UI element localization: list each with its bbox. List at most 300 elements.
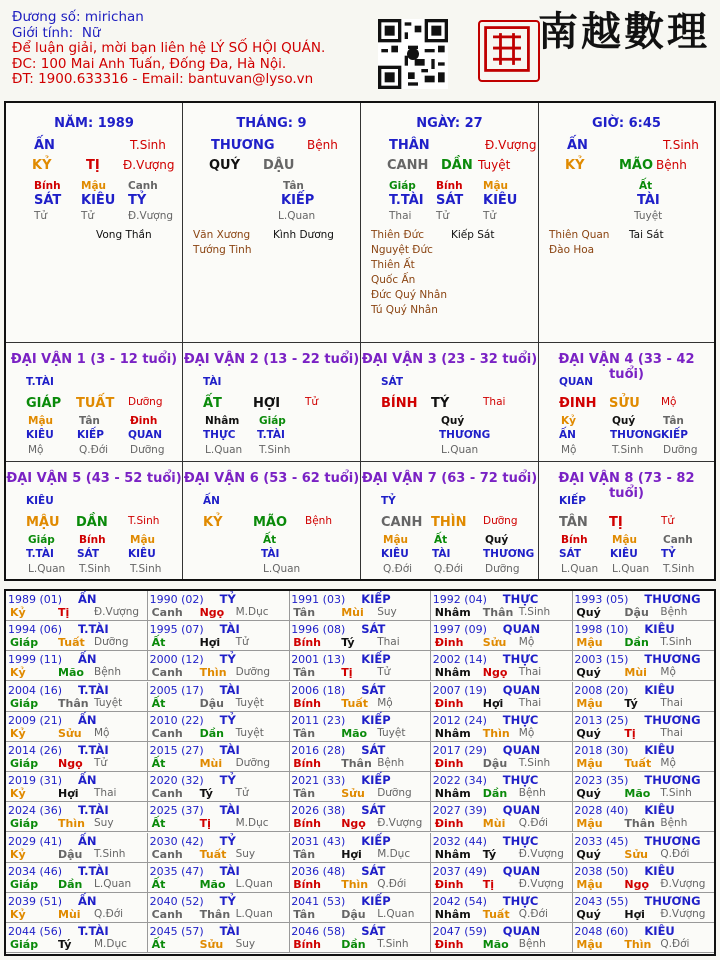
year-life-stage: Q.Đới (660, 847, 690, 860)
year-stem: Nhâm (434, 787, 471, 801)
year-ten-god: THỰC (502, 894, 539, 908)
year-branch: Tý (482, 847, 497, 861)
year-branch: Mùi (482, 817, 506, 831)
year-branch: Hợi (482, 696, 504, 710)
year-cell (431, 863, 573, 893)
year-ten-god: ẤN (78, 712, 97, 727)
dai-van-title: ĐẠI VẬN 8 (73 - 82 tuổi) (558, 471, 695, 501)
hidden-stem: Tân (663, 415, 684, 427)
year-label: 2032 (44) (432, 834, 487, 848)
year-stem: Kỷ (10, 847, 26, 861)
year-label: 2017 (29) (432, 744, 487, 757)
hidden-ten-god: TỶ (661, 548, 676, 560)
year-life-stage: M.Dục (235, 606, 269, 618)
dai-van-title: ĐẠI VẬN 6 (53 - 62 tuổi) (183, 471, 360, 486)
year-cell (148, 651, 290, 681)
star-name: Kiếp Sát (451, 229, 495, 241)
year-life-stage: Tử (235, 787, 249, 800)
year-label: 2037 (49) (432, 864, 487, 878)
year-life-stage: Bệnh (660, 817, 688, 830)
year-stem: Canh (151, 847, 183, 861)
pillar-hour (539, 103, 714, 343)
year-life-stage: Mộ (660, 757, 676, 769)
year-stem: Bính (293, 757, 322, 770)
year-branch: Dậu (624, 606, 649, 619)
year-cell (289, 682, 431, 712)
year-life-stage: Tuyệt (235, 726, 264, 739)
year-life-stage: T.Sinh (518, 606, 551, 618)
year-cell (289, 742, 431, 772)
hidden-stem: Bính (436, 180, 463, 192)
year-label: 1999 (11) (8, 653, 63, 667)
star-name: Thiên Đức (371, 229, 425, 241)
life-stage: Dưỡng (128, 396, 163, 408)
pillar-month (183, 103, 361, 343)
year-stem: Nhâm (434, 847, 471, 861)
year-branch: Thân (341, 757, 372, 770)
year-ten-god: THỰC (502, 712, 539, 727)
year-branch: Ngọ (58, 757, 83, 770)
star-name: Tai Sát (629, 229, 664, 241)
hidden-life-stage: Dưỡng (663, 444, 698, 456)
year-ten-god: ẤN (78, 773, 97, 788)
year-cell (431, 621, 573, 651)
year-life-stage: Tuyệt (235, 696, 264, 709)
year-life-stage: Đ.Vượng (660, 908, 706, 920)
hidden-stem: Tân (283, 180, 304, 192)
hidden-stem: Bính (561, 534, 588, 546)
year-ten-god: T.TÀI (78, 803, 109, 818)
year-stem: Đinh (434, 938, 464, 952)
year-cell (431, 742, 573, 772)
phone-email-line: ĐT: 1900.633316 - Email: bantuvan@lyso.vn (12, 71, 314, 87)
earthly-branch: MÃO (253, 515, 288, 530)
year-ten-god: T.TÀI (78, 682, 109, 697)
hidden-life-stage: Tử (81, 210, 95, 222)
year-stem: Giáp (10, 757, 39, 770)
year-branch: Tuất (341, 696, 368, 710)
year-label: 2008 (20) (574, 683, 629, 697)
hidden-stem: Đinh (130, 415, 158, 427)
year-ten-god: TỶ (219, 894, 236, 908)
year-cell (289, 621, 431, 651)
year-label: 2031 (43) (291, 834, 346, 848)
year-stem: Giáp (10, 877, 39, 891)
year-stem: Bính (293, 877, 322, 891)
hidden-stem: Mậu (612, 534, 638, 546)
dai-van-title: ĐẠI VẬN 5 (43 - 52 tuổi) (6, 471, 182, 486)
year-cell (289, 651, 431, 681)
year-life-stage: T.Sinh (518, 757, 551, 769)
year-cell (431, 682, 573, 712)
year-cell (148, 742, 290, 772)
year-ten-god: TÀI (219, 803, 240, 818)
ten-god-stem: KIÊU (26, 495, 54, 507)
year-label: 2018 (30) (574, 744, 629, 757)
hidden-ten-god: TÀI (261, 548, 280, 560)
year-stem: Đinh (434, 696, 464, 710)
star-name: Văn Xương (193, 229, 251, 241)
year-label: 2006 (18) (291, 683, 346, 697)
hidden-ten-god: THƯƠNG (610, 429, 662, 441)
year-stem: Canh (151, 787, 183, 801)
year-ten-god: KIẾP (361, 592, 391, 606)
hidden-ten-god: KIÊU (483, 193, 518, 208)
year-life-stage: M.Dục (235, 817, 269, 830)
hidden-life-stage: Q.Đới (434, 563, 464, 575)
hidden-life-stage: Mộ (28, 444, 44, 456)
year-life-stage: Mộ (94, 726, 110, 739)
life-stage: Thai (483, 396, 506, 408)
year-ten-god: KIÊU (644, 622, 675, 637)
year-stem: Bính (293, 817, 322, 831)
year-life-stage: Thai (377, 636, 400, 649)
year-label: 2021 (33) (291, 774, 346, 788)
dai-van-title: ĐẠI VẬN 1 (3 - 12 tuổi) (10, 352, 178, 367)
year-branch: Mão (624, 787, 651, 801)
hidden-life-stage: L.Quan (263, 563, 301, 575)
year-stem: Canh (151, 908, 183, 921)
year-cell (148, 833, 290, 863)
year-cell (431, 651, 573, 681)
year-stem: Mậu (576, 696, 603, 710)
year-branch: Hợi (199, 636, 221, 650)
life-stage: Tử (305, 396, 319, 408)
year-branch: Tuất (482, 908, 510, 921)
earthly-branch: TỊ (86, 158, 100, 173)
life-stage: T.Sinh (130, 138, 166, 152)
year-life-stage: Mộ (377, 696, 393, 709)
year-label: 1990 (02) (149, 593, 204, 606)
profile-header (12, 10, 325, 88)
year-ten-god: TỶ (219, 592, 236, 606)
year-stem: Nhâm (434, 606, 471, 619)
year-life-stage: Dưỡng (377, 787, 412, 800)
heavenly-stem: TÂN (559, 515, 588, 530)
year-cell (289, 923, 431, 953)
year-life-stage: Suy (377, 606, 397, 618)
life-stage: T.Sinh (663, 138, 699, 152)
life-stage: Dưỡng (483, 515, 518, 527)
year-ten-god: THƯƠNG (644, 833, 701, 848)
year-cell (6, 833, 148, 863)
hidden-stem: Ất (639, 180, 653, 192)
subject-name-line: Đương số: mirichan (12, 9, 144, 25)
year-label: 2039 (51) (8, 895, 63, 908)
year-branch: Sửu (341, 787, 365, 801)
year-label: 1993 (05) (574, 593, 629, 606)
year-ten-god: ẤN (78, 833, 97, 848)
year-cell (572, 923, 714, 953)
year-branch: Mão (482, 938, 509, 952)
hidden-life-stage: Dưỡng (130, 444, 165, 456)
dai-van-1 (6, 343, 183, 462)
year-label: 2047 (59) (432, 925, 487, 939)
year-life-stage: Dưỡng (94, 636, 129, 649)
star-name: Tú Quý Nhân (371, 304, 438, 316)
year-branch: Dần (482, 787, 508, 801)
year-label: 2044 (56) (8, 925, 63, 939)
qr-code-icon[interactable] (378, 19, 448, 89)
year-ten-god: SÁT (361, 863, 386, 878)
year-stem: Ất (151, 636, 166, 650)
year-label: 1992 (04) (432, 593, 487, 606)
year-label: 2000 (12) (149, 653, 204, 667)
year-life-stage: Suy (235, 847, 256, 860)
ten-god-stem: THƯƠNG (211, 138, 275, 153)
year-branch: Hợi (341, 847, 362, 861)
year-label: 2010 (22) (149, 713, 204, 727)
ten-god-stem: KIẾP (559, 495, 586, 507)
hidden-life-stage: Tuyệt (634, 210, 663, 222)
year-label: 2024 (36) (8, 804, 63, 818)
year-ten-god: TÀI (219, 682, 240, 697)
contact-line: Để luận giải, mời bạn liên hệ LÝ SỐ HỘI QUÁN. (12, 40, 326, 56)
heavenly-stem: CANH (381, 515, 423, 530)
year-label: 1996 (08) (291, 623, 346, 637)
year-ten-god: T.TÀI (78, 743, 109, 757)
earthly-branch: MÃO (619, 158, 654, 173)
year-label: 2043 (55) (574, 895, 629, 908)
hidden-stem: Canh (128, 180, 158, 192)
year-branch: Dậu (482, 757, 508, 770)
year-stem: Bính (293, 636, 322, 650)
year-life-stage: Tử (377, 666, 391, 679)
hidden-stem: Mậu (383, 534, 409, 546)
hidden-ten-god: TỶ (128, 193, 147, 208)
year-ten-god: TỶ (219, 773, 236, 788)
year-branch: Mùi (624, 666, 647, 680)
year-ten-god: KIÊU (644, 682, 675, 697)
ten-god-stem: TÀI (203, 376, 222, 388)
year-life-stage: Q.Đới (94, 908, 124, 920)
year-cell (6, 712, 148, 742)
year-ten-god: QUAN (502, 682, 541, 697)
year-branch: Thân (199, 908, 231, 921)
year-label: 2027 (39) (432, 804, 487, 818)
dai-van-3 (361, 343, 539, 462)
year-stem: Quý (576, 908, 601, 921)
year-branch: Thân (58, 696, 89, 710)
year-ten-god: T.TÀI (78, 863, 109, 878)
year-life-stage: Q.Đới (518, 908, 548, 920)
year-branch: Mão (58, 666, 84, 680)
hidden-ten-god: KIÊU (26, 429, 54, 441)
year-ten-god: THỰC (502, 652, 539, 667)
earthly-branch: SỬU (609, 396, 640, 411)
year-ten-god: KIÊU (644, 924, 675, 939)
year-stem: Đinh (434, 877, 464, 891)
year-cell (431, 833, 573, 863)
year-label: 2016 (28) (291, 744, 346, 757)
year-stem: Bính (293, 696, 322, 710)
year-label: 2034 (46) (8, 864, 63, 878)
year-ten-god: SÁT (361, 803, 386, 818)
year-label: 2015 (27) (149, 744, 204, 757)
hidden-ten-god: SÁT (436, 193, 464, 208)
year-stem: Nhâm (434, 726, 471, 740)
year-label: 2040 (52) (149, 895, 204, 908)
year-stem: Quý (576, 666, 601, 680)
year-ten-god: TỶ (219, 833, 236, 848)
year-life-stage: Đ.Vượng (660, 877, 706, 890)
hidden-life-stage: Tử (34, 210, 48, 222)
year-ten-god: SÁT (361, 924, 386, 939)
pillar-title: THÁNG: 9 (236, 116, 307, 131)
year-life-stage: Thai (518, 666, 542, 679)
year-stem: Ất (151, 938, 166, 952)
year-ten-god: TÀI (219, 863, 240, 878)
year-stem: Mậu (576, 757, 603, 770)
dai-van-7 (361, 462, 539, 579)
hidden-stem: Kỷ (561, 415, 576, 427)
hidden-ten-god: QUAN (128, 429, 163, 441)
year-label: 2009 (21) (8, 713, 63, 727)
hidden-ten-god: KIÊU (81, 193, 116, 208)
hidden-life-stage: T.Sinh (79, 563, 111, 575)
year-cell (572, 893, 714, 923)
year-branch: Dậu (58, 847, 83, 861)
year-branch: Tị (482, 877, 495, 891)
year-life-stage: T.Sinh (660, 787, 692, 800)
year-label: 2002 (14) (432, 653, 487, 667)
ten-god-stem: QUAN (559, 376, 594, 388)
year-ten-god: TÀI (219, 622, 240, 637)
year-ten-god: QUAN (502, 622, 541, 637)
year-ten-god: ẤN (78, 592, 97, 606)
ten-god-stem: ẤN (203, 495, 220, 507)
year-branch: Thìn (482, 726, 510, 740)
year-label: 2013 (25) (574, 713, 629, 727)
year-label: 2025 (37) (149, 804, 204, 818)
year-ten-god: SÁT (361, 682, 386, 697)
hidden-life-stage: L.Quan (28, 563, 66, 575)
year-stem: Tân (293, 606, 316, 619)
hidden-life-stage: Đ.Vượng (128, 210, 174, 222)
year-life-stage: Bệnh (94, 666, 121, 679)
life-stage: Đ.Vượng (123, 158, 175, 172)
year-branch: Thìn (341, 877, 369, 891)
dai-van-4 (539, 343, 714, 462)
year-cell (148, 591, 290, 621)
year-branch: Ngọ (624, 877, 650, 891)
year-cell (148, 712, 290, 742)
year-branch: Thìn (199, 666, 227, 680)
year-label: 2042 (54) (432, 895, 487, 908)
year-cell (148, 682, 290, 712)
star-name: Nguyệt Đức (371, 244, 433, 256)
year-cell (289, 772, 431, 802)
year-cell (572, 772, 714, 802)
year-label: 2019 (31) (8, 774, 63, 788)
year-cell (572, 863, 714, 893)
year-cell (431, 802, 573, 832)
pillar-title: NGÀY: 27 (416, 116, 483, 131)
chart-grid (4, 101, 716, 581)
year-branch: Thân (624, 817, 655, 831)
heavenly-stem: BÍNH (381, 396, 418, 411)
year-stem: Ất (151, 696, 166, 710)
year-cell (289, 863, 431, 893)
year-cell (289, 712, 431, 742)
star-name: Kình Dương (273, 229, 334, 241)
hidden-stem: Bính (79, 534, 106, 546)
year-branch: Sửu (58, 726, 82, 740)
year-ten-god: QUAN (502, 803, 541, 818)
hidden-stem: Mậu (81, 180, 107, 192)
year-stem: Tân (293, 787, 316, 801)
year-life-stage: Q.Đới (518, 817, 548, 830)
year-life-stage: L.Quan (235, 877, 273, 890)
heavenly-stem: KỶ (203, 515, 223, 530)
year-cell (289, 893, 431, 923)
year-cell (6, 863, 148, 893)
hidden-life-stage: L.Quan (612, 563, 650, 575)
year-label: 2029 (41) (8, 834, 63, 848)
annual-luck-table (4, 589, 716, 956)
year-label: 2012 (24) (432, 713, 487, 727)
heavenly-stem: CANH (387, 158, 429, 173)
hidden-stem: Giáp (389, 180, 416, 192)
heavenly-stem: QUÝ (209, 158, 241, 173)
year-cell (148, 621, 290, 651)
year-life-stage: Q.Đới (660, 938, 690, 951)
year-branch: Ngọ (341, 817, 366, 831)
hidden-life-stage: Tử (483, 210, 497, 222)
year-life-stage: M.Dục (94, 938, 127, 951)
hidden-ten-god: KIÊU (610, 548, 638, 560)
year-ten-god: TỶ (219, 652, 236, 667)
year-label: 2026 (38) (291, 804, 346, 818)
star-name: Vong Thần (96, 229, 152, 241)
hidden-stem: Ất (263, 534, 277, 546)
hidden-ten-god: KIẾP (77, 429, 104, 441)
year-stem: Kỷ (10, 666, 26, 680)
year-stem: Ất (151, 817, 166, 831)
dai-van-5 (6, 462, 183, 579)
brand-logo: 南越數理 (538, 8, 710, 55)
earthly-branch: THÌN (431, 515, 467, 530)
year-life-stage: Thai (660, 726, 683, 739)
pillar-title: NĂM: 1989 (54, 116, 134, 131)
heavenly-stem: GIÁP (26, 396, 62, 411)
year-cell (6, 591, 148, 621)
year-stem: Đinh (434, 636, 464, 650)
year-ten-god: QUAN (502, 863, 541, 878)
year-stem: Ất (151, 877, 166, 891)
ten-god-stem: THÂN (389, 138, 430, 153)
year-label: 2004 (16) (8, 683, 63, 697)
year-cell (572, 712, 714, 742)
dai-van-8 (539, 462, 714, 579)
year-branch: Tuất (58, 636, 85, 650)
year-ten-god: QUAN (502, 743, 541, 757)
year-cell (431, 893, 573, 923)
year-branch: Tý (624, 696, 638, 710)
earthly-branch: HỢI (253, 396, 281, 411)
year-life-stage: Thai (518, 696, 542, 709)
year-ten-god: KIẾP (361, 773, 391, 788)
hidden-stem: Mậu (130, 534, 156, 546)
year-life-stage: Mộ (518, 636, 535, 649)
year-stem: Tân (293, 726, 316, 740)
year-life-stage: Tuyệt (377, 726, 406, 739)
hidden-ten-god: TÀI (432, 548, 451, 560)
year-stem: Kỷ (10, 726, 26, 740)
year-ten-god: T.TÀI (78, 622, 109, 637)
ten-god-stem: ẤN (34, 138, 55, 153)
year-label: 2022 (34) (432, 774, 487, 788)
